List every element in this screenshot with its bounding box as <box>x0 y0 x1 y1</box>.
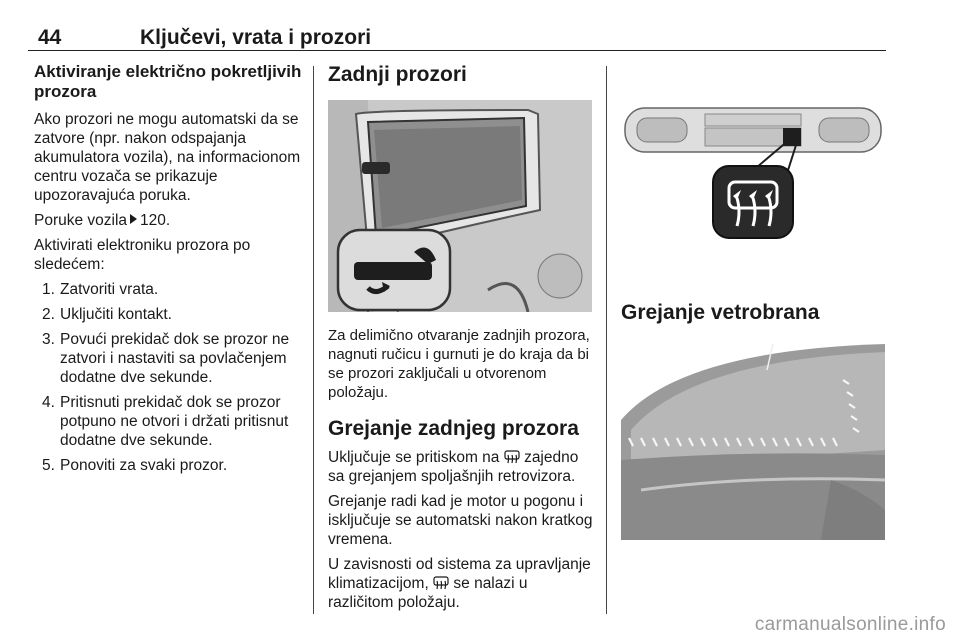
climate-panel-image <box>621 62 885 272</box>
steps-list <box>34 280 302 475</box>
chapter-title: Ključevi, vrata i prozori <box>140 26 372 49</box>
messages-ref-text: Poruke vozila <box>34 212 128 229</box>
intro-paragraph: Ako prozori ne mogu automatski da se zatvore (npr. nakon odspajanja akumulatora vozila), na informacionom centru vozača se prikazuje upozoravajuća poruka. <box>34 111 301 204</box>
steps-intro: Aktivirati elektroniku prozora po sledećem: <box>34 237 251 273</box>
heated-windscreen-heading: Grejanje vetrobrana <box>621 301 820 324</box>
windscreen-illustration <box>621 340 885 540</box>
page-number: 44 <box>38 26 62 49</box>
rear-defrost-icon <box>433 576 449 590</box>
section-heading: Aktiviranje električno pokretljivih prozora <box>34 62 302 101</box>
column-divider <box>606 66 607 614</box>
column-divider <box>313 66 314 614</box>
rear-windows-heading: Zadnji prozori <box>328 63 467 86</box>
heated-paragraph-1: Uključuje se pritiskom na zajedno sa grejanjem spoljašnjih retrovizora. <box>328 449 579 485</box>
heated-paragraph-3: U zavisnosti od sistema za upravljanje klimatizacijom, se nalazi u različitom položaju. <box>328 556 591 611</box>
windscreen-image <box>621 340 885 540</box>
left-column <box>34 62 302 481</box>
page-header <box>28 22 886 51</box>
list-item: 3. Povući prekidač dok se prozor ne zatvori i nastaviti sa povlačenjem dodatne dve sekunde. <box>42 331 290 386</box>
rear-window-image <box>328 100 592 312</box>
middle-column <box>328 62 594 618</box>
watermark: carmanualsonline.info <box>754 614 946 635</box>
climate-panel-illustration <box>621 62 885 272</box>
heated-rear-window-heading: Grejanje zadnjeg prozora <box>328 417 579 440</box>
list-item: 2. Uključiti kontakt. <box>42 306 172 323</box>
list-item: 5. Ponoviti za svaki prozor. <box>42 457 228 474</box>
page-reference-arrow-icon <box>130 214 137 224</box>
messages-ref-page[interactable]: 120. <box>140 212 171 229</box>
rear-window-caption: Za delimično otvaranje zadnjih prozora, nagnuti ručicu i gurnuti je do kraja da bi se prozori zaključali u otvorenom položaju. <box>328 327 590 401</box>
list-item: 1. Zatvoriti vrata. <box>42 281 159 298</box>
rear-window-illustration <box>328 100 592 312</box>
heated-paragraph-2: Grejanje radi kad je motor u pogonu i isključuje se automatski nakon kratkog vremena. <box>328 493 593 548</box>
rear-defrost-icon <box>504 450 520 464</box>
messages-reference <box>34 211 302 230</box>
right-column <box>621 62 887 540</box>
list-item: 4. Pritisnuti prekidač dok se prozor potpuno ne otvori i držati pritisnut dodatne dve sekunde. <box>42 394 289 449</box>
